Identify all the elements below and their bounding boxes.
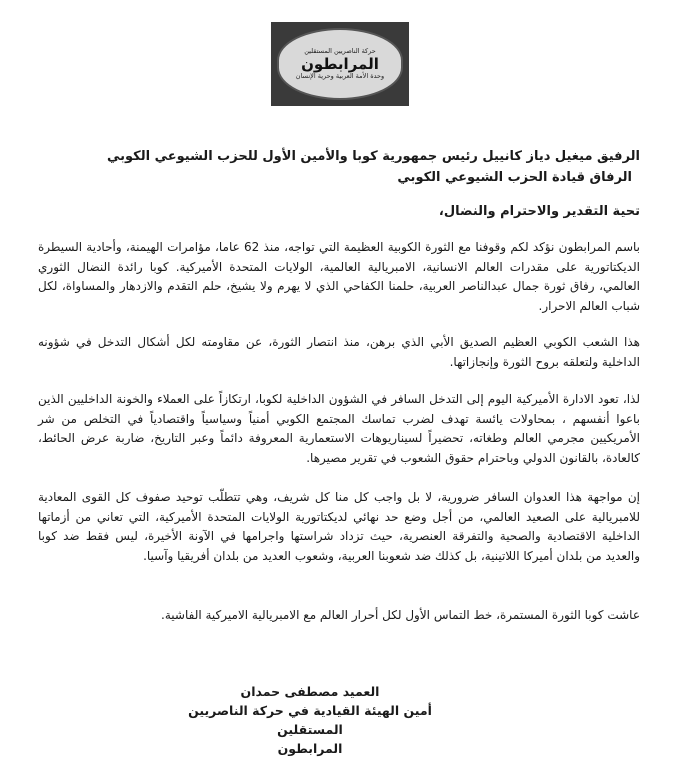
letter-greeting: تحية التقدير والاحترام والنضال، [438,204,640,219]
signature-block [160,682,460,758]
letter-paragraph: هذا الشعب الكوبي العظيم الصديق الأبي الذي برهن، منذ انتصار الثورة، عن مقاومته لكل أشكال التدخل في شؤونه الداخلية ولتعلقه بروح الثورة وإنجازاتها. [38,335,640,369]
letter-closing: عاشت كوبا الثورة المستمرة، خط التماس الأول لكل أحرار العالم مع الامبريالية الاميركية الفاشية. [161,608,640,622]
letter-addressee [38,146,640,188]
signatory-organization: المرابطون [277,741,343,756]
addressee-line-2: الرفاق قيادة الحزب الشيوعي الكوبي [397,170,632,185]
logo-top-text: حركة الناصريين المستقلين [304,46,376,55]
signatory-name: العميد مصطفى حمدان [240,684,380,699]
organization-logo [271,22,409,106]
letter-paragraph: إن مواجهة هذا العدوان السافر ضرورية، لا بل واجب كل منا كل شريف، وهي تتطلّب توحيد صفوف كل القوى المعادية للامبريالية على الصعيد العالمي، من أجل وضع حد نهائي لديكتاتورية الولايات المتحدة الأميركية، التي تعاني من أزماتها الداخلية الاقتصادية والصحية والتفرقة العنصرية، حيث تزداد شراستها واجرامها في الآونة الأخيرة، ليس فقط ضد كوبا والعديد من بلدان أميركا اللاتينية، بل كذلك ضد شعوبنا العربية، وشعوب العديد من بلدان أفريقيا وآسيا. [38,490,640,563]
addressee-line-1: الرفيق ميغيل دياز كانييل رئيس جمهورية كوبا والأمين الأول للحزب الشيوعي الكوبي [106,149,640,164]
signatory-title: أمين الهيئة القيادية في حركة الناصريين المستقلين [188,703,432,737]
logo-bottom-text: وحدة الأمة العربية وحرية الإنسان [295,72,385,80]
logo-emblem [277,28,403,100]
logo-name: المرابطون [301,55,379,73]
letter-paragraph: لذا، تعود الادارة الأميركية اليوم إلى التدخل السافر في الشؤون الداخلية لكوبا، ارتكازاً على العملاء والخونة الداخليين الذين باعوا أنفسهم ، بمحاولات يائسة تهدف لضرب تماسك المجتمع الكوبي أمنياً وسياسياً واقتصادياً في التخلص من شر الأمريكيين مجرمي العالم وطغاته، تحضيراً لسيناريوهات الاستعمارية المعروفة دائماً وعبر التاريخ، ضاربة عرض الحائط، كالعادة، بالقانون الدولي وباحترام حقوق الشعوب في تقرير مصيرها. [38,392,640,465]
letter-paragraph: باسم المرابطون نؤكد لكم وقوفنا مع الثورة الكوبية العظيمة التي تواجه، منذ 62 عاما، مؤامرات الهيمنة، وأحادية السيطرة الديكتاتورية على مقدرات العالم الانسانية، الامبريالية العالمية، الولايات المتحدة الأميركية. كوبا رائدة النضال الثوري العالمي، رفاق ثورة جمال عبدالناصر العربية، حلمنا الكفاحي الذي لا يهرم ولا يشيخ، حلم التقدم والازدهار والمساواة، لكل شباب العالم الاحرار. [38,240,640,313]
